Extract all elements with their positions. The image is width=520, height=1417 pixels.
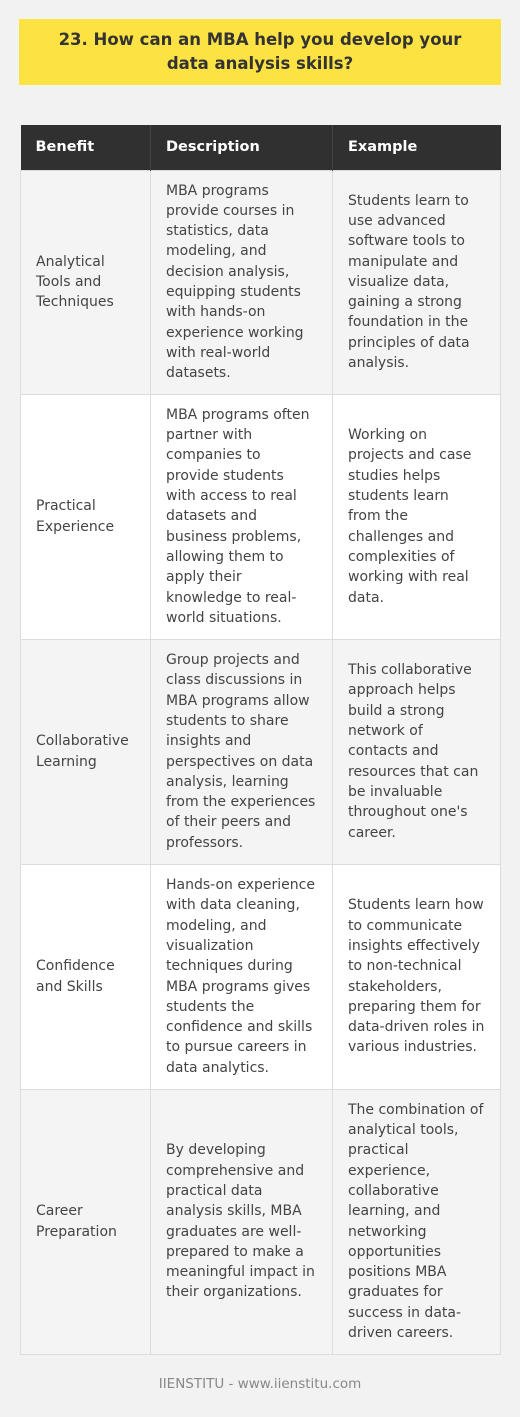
site-footer: IIENSTITU - www.iienstitu.com — [158, 1376, 362, 1392]
benefit-cell: Collaborative Learning — [21, 639, 151, 864]
benefit-cell: Career Preparation — [21, 1089, 151, 1354]
description-cell: Hands-on experience with data cleaning, modeling, and visualization techniques during MBA programs gives students the confidence and skills to pursue careers in data analytics. — [151, 864, 333, 1089]
description-cell: MBA programs often partner with companies to provide students with access to real datasets and business problems, allowing them to apply their knowledge to real-world situations. — [151, 394, 333, 639]
example-cell: Students learn to use advanced software tools to manipulate and visualize data, gaining a strong foundation in the principles of data analysis. — [333, 170, 501, 394]
column-header-example: Example — [333, 125, 501, 170]
table-row — [21, 1089, 501, 1354]
example-cell: The combination of analytical tools, practical experience, collaborative learning, and networking opportunities positions MBA graduates for success in data-driven careers. — [333, 1089, 501, 1354]
table-row — [21, 394, 501, 639]
table-header-row — [21, 125, 501, 170]
table-row — [21, 170, 501, 394]
table-row — [21, 639, 501, 864]
example-cell: Students learn how to communicate insights effectively to non-technical stakeholders, preparing them for data-driven roles in various industries. — [333, 864, 501, 1089]
example-cell: This collaborative approach helps build a strong network of contacts and resources that can be invaluable throughout one's career. — [333, 639, 501, 864]
table-row — [21, 864, 501, 1089]
column-header-description: Description — [151, 125, 333, 170]
benefit-cell: Analytical Tools and Techniques — [21, 170, 151, 394]
page-title: 23. How can an MBA help you develop your data analysis skills? — [58, 30, 462, 73]
description-cell: By developing comprehensive and practical data analysis skills, MBA graduates are well-prepared to make a meaningful impact in their organizations. — [151, 1089, 333, 1354]
column-header-benefit: Benefit — [21, 125, 151, 170]
example-cell: Working on projects and case studies helps students learn from the challenges and complexities of working with real data. — [333, 394, 501, 639]
description-cell: MBA programs provide courses in statistics, data modeling, and decision analysis, equipping students with hands-on experience working with real-world datasets. — [151, 170, 333, 394]
benefits-table — [20, 125, 501, 1355]
benefit-cell: Confidence and Skills — [21, 864, 151, 1089]
description-cell: Group projects and class discussions in MBA programs allow students to share insights and perspectives on data analysis, learning from the experiences of their peers and professors. — [151, 639, 333, 864]
title-banner — [19, 19, 501, 85]
benefit-cell: Practical Experience — [21, 394, 151, 639]
